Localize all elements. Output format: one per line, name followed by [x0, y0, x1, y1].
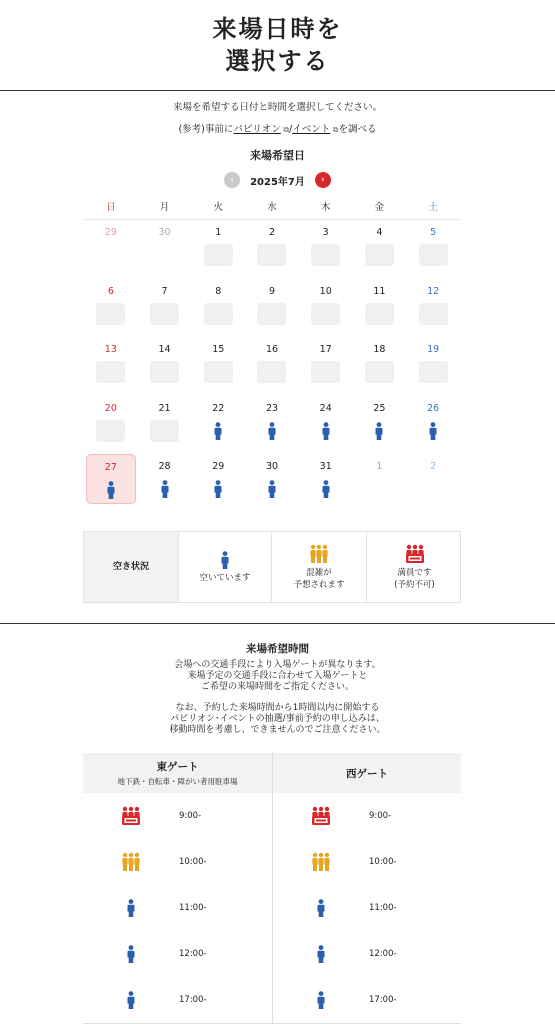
- east-gate-header: [83, 753, 272, 793]
- time-label: 11:00-: [369, 903, 397, 913]
- west-gate-slots: [272, 793, 461, 1023]
- weekday-tue: 火: [213, 202, 224, 213]
- calendar-day: [138, 337, 192, 396]
- time-section-title: 来場希望時間: [246, 643, 309, 655]
- day-number: 21: [158, 402, 171, 414]
- person-available-icon: [221, 551, 229, 569]
- calendar-day[interactable]: [406, 396, 460, 455]
- day-number: 31: [319, 461, 332, 472]
- person-available-icon: [83, 991, 179, 1009]
- legend-crowded-label: 混雑が 予想されます: [293, 567, 345, 590]
- legend-available: [178, 532, 271, 602]
- calendar-day: [138, 279, 192, 338]
- time-label: 9:00-: [179, 811, 202, 821]
- west-gate-name: 西ゲート: [346, 767, 388, 780]
- unavailable-slot: [311, 303, 340, 325]
- person-available-icon: [375, 422, 383, 440]
- date-section-label: 来場希望日: [250, 149, 305, 162]
- person-available-icon: [429, 422, 437, 440]
- person-available-icon: [322, 422, 330, 440]
- full-crowd-icon: [273, 806, 369, 826]
- calendar-day: [299, 337, 353, 396]
- day-number: 1: [376, 461, 383, 472]
- time-slot-east[interactable]: [83, 931, 272, 977]
- chevron-left-icon: ‹: [230, 175, 234, 185]
- calendar-day: [84, 220, 138, 279]
- title-line-1: 来場日時を: [212, 15, 343, 43]
- full-crowd-icon: [405, 544, 425, 564]
- unavailable-slot: [419, 361, 448, 383]
- time-label: 12:00-: [179, 949, 207, 959]
- section-divider: [0, 623, 555, 624]
- calendar-weeks: [84, 220, 460, 513]
- time-slot-west[interactable]: [273, 839, 461, 885]
- calendar-day: [353, 454, 407, 513]
- time-label: 17:00-: [179, 995, 207, 1005]
- calendar-day[interactable]: [191, 454, 245, 513]
- calendar-day: [353, 220, 407, 279]
- calendar-day: [84, 337, 138, 396]
- day-number: 2: [268, 227, 276, 238]
- calendar-day: [353, 279, 407, 338]
- unavailable-slot: [365, 303, 394, 325]
- unavailable-slot: [257, 303, 286, 325]
- calendar-day[interactable]: [353, 396, 407, 455]
- day-number: 17: [319, 344, 332, 355]
- unavailable-slot: [150, 361, 179, 383]
- day-number: 23: [265, 402, 279, 414]
- title-line-2: 選択する: [225, 47, 330, 75]
- calendar-day: [406, 454, 460, 513]
- calendar-day: [84, 396, 138, 455]
- day-number: 30: [265, 461, 279, 472]
- calendar-day[interactable]: [138, 454, 192, 513]
- reference-line: [0, 119, 555, 141]
- day-number: 12: [427, 285, 440, 297]
- intro-text: [0, 97, 555, 141]
- reference-suffix: を調べる: [338, 124, 377, 135]
- reservation-note: なお、予約した来場時間から1時間以内に開始する パビリオン･イベントの抽選/事前予約の申し込みは、 移動時間を考慮し、できませんのでご注意ください。: [169, 703, 386, 735]
- calendar-day: [245, 279, 299, 338]
- legend-available-label: 空いています: [199, 572, 251, 583]
- calendar-day: [191, 220, 245, 279]
- weekday-header: [84, 198, 460, 220]
- calendar-day-selected[interactable]: [86, 454, 136, 504]
- calendar-day: [191, 337, 245, 396]
- day-number: 8: [215, 285, 222, 297]
- calendar-week: [84, 396, 460, 455]
- day-number: 27: [104, 462, 117, 473]
- person-available-icon: [273, 991, 369, 1009]
- calendar-day: [138, 220, 192, 279]
- calendar: [84, 198, 460, 513]
- person-available-icon: [273, 899, 369, 917]
- day-number: 13: [104, 344, 117, 355]
- unavailable-slot: [419, 303, 448, 325]
- day-number: 3: [322, 227, 329, 238]
- calendar-day: [245, 220, 299, 279]
- day-number: 19: [427, 344, 440, 355]
- unavailable-slot: [204, 361, 233, 383]
- month-label: 2025年7月: [250, 176, 305, 188]
- time-slot-west[interactable]: [273, 931, 461, 977]
- month-navigator: [0, 171, 555, 189]
- person-available-icon: [83, 945, 179, 963]
- east-gate-sub: 地下鉄・自転車・障がい者用駐車場: [117, 777, 238, 786]
- day-number: 29: [104, 227, 117, 238]
- weekday-mon: 月: [159, 202, 170, 213]
- page-title: [213, 13, 343, 77]
- day-number: 22: [212, 402, 225, 414]
- time-slot-west[interactable]: [273, 977, 461, 1023]
- east-gate-name: 東ゲート: [156, 761, 199, 773]
- unavailable-slot: [150, 420, 179, 442]
- time-slot-west: [273, 793, 461, 839]
- day-number: 18: [373, 344, 386, 355]
- calendar-day[interactable]: [245, 396, 299, 455]
- time-label: 11:00-: [179, 903, 207, 913]
- day-number: 25: [373, 402, 386, 414]
- person-available-icon: [214, 480, 222, 498]
- calendar-day: [406, 337, 460, 396]
- unavailable-slot: [311, 361, 340, 383]
- unavailable-slot: [257, 244, 286, 266]
- calendar-day: [245, 337, 299, 396]
- day-number: 11: [373, 285, 386, 297]
- calendar-day[interactable]: [299, 396, 353, 455]
- reference-separator: /: [289, 124, 293, 135]
- unavailable-slot: [150, 303, 179, 325]
- weekday-thu: 木: [320, 202, 331, 213]
- day-number: 20: [104, 402, 117, 414]
- unavailable-slot: [204, 303, 233, 325]
- day-number: 4: [376, 227, 383, 238]
- pavilion-link[interactable]: パビリオン: [233, 124, 281, 135]
- time-label: 10:00-: [179, 857, 207, 867]
- person-available-icon: [214, 422, 222, 440]
- time-slot-west[interactable]: [273, 885, 461, 931]
- prev-month-button[interactable]: [224, 172, 240, 188]
- person-available-icon: [83, 899, 179, 917]
- calendar-day: [84, 279, 138, 338]
- legend-full-label: 満員です (予約不可): [394, 567, 435, 590]
- calendar-week: [84, 337, 460, 396]
- crowd-icon: [83, 852, 179, 872]
- calendar-day: [406, 279, 460, 338]
- event-link[interactable]: イベント: [292, 124, 331, 135]
- day-number: 28: [158, 461, 171, 472]
- calendar-day: [353, 337, 407, 396]
- calendar-day[interactable]: [299, 454, 353, 513]
- day-number: 1: [215, 227, 222, 238]
- calendar-day[interactable]: [245, 454, 299, 513]
- reference-prefix: (参考)事前に: [178, 124, 234, 135]
- chevron-right-icon: ›: [321, 175, 325, 185]
- person-available-icon: [107, 481, 115, 499]
- unavailable-slot: [96, 361, 125, 383]
- external-link-icon: ⧉: [330, 125, 339, 134]
- unavailable-slot: [365, 244, 394, 266]
- calendar-week: [84, 454, 460, 513]
- day-number: 7: [161, 285, 168, 297]
- day-number: 2: [430, 461, 437, 472]
- weekday-fri: 金: [374, 202, 385, 213]
- unavailable-slot: [204, 244, 233, 266]
- time-label: 9:00-: [369, 811, 392, 821]
- calendar-week: [84, 220, 460, 279]
- full-crowd-icon: [83, 806, 179, 826]
- legend-crowded: [271, 532, 366, 602]
- calendar-day: [191, 279, 245, 338]
- weekday-sun: 日: [106, 202, 116, 213]
- day-number: 9: [268, 285, 276, 297]
- person-available-icon: [322, 480, 330, 498]
- calendar-day: [299, 220, 353, 279]
- unavailable-slot: [365, 361, 394, 383]
- person-available-icon: [161, 480, 169, 498]
- day-number: 26: [427, 402, 440, 414]
- time-slot-east: [83, 793, 272, 839]
- page-header: [0, 0, 555, 91]
- person-available-icon: [268, 480, 276, 498]
- day-number: 15: [212, 344, 225, 355]
- weekday-sat: 土: [428, 202, 438, 213]
- availability-legend: [83, 531, 461, 603]
- person-available-icon: [268, 422, 276, 440]
- day-number: 6: [107, 285, 114, 297]
- calendar-day[interactable]: [191, 396, 245, 455]
- day-number: 14: [158, 344, 171, 355]
- calendar-day: [406, 220, 460, 279]
- west-gate-header: [272, 753, 461, 793]
- person-available-icon: [273, 945, 369, 963]
- time-section-notes: [0, 660, 555, 736]
- time-label: 10:00-: [369, 857, 397, 867]
- intro-line: 来場を希望する日付と時間を選択してください。: [172, 102, 382, 113]
- day-number: 5: [430, 227, 437, 238]
- unavailable-slot: [257, 361, 286, 383]
- time-label: 12:00-: [369, 949, 397, 959]
- calendar-day: [299, 279, 353, 338]
- legend-full: [366, 532, 462, 602]
- external-link-icon: ⧉: [280, 125, 290, 134]
- day-number: 10: [319, 285, 332, 297]
- gate-time-table: [83, 753, 461, 1024]
- next-month-button[interactable]: [315, 172, 331, 188]
- day-number: 16: [265, 344, 279, 355]
- day-number: 24: [319, 402, 332, 414]
- gate-note: 会場への交通手段により入場ゲートが異なります。 来場予定の交通手段に合わせて入場ゲートと ご希望の来場時間をご指定ください。: [174, 660, 381, 692]
- east-gate-slots: [83, 793, 272, 1023]
- unavailable-slot: [96, 420, 125, 442]
- unavailable-slot: [311, 244, 340, 266]
- day-number: 30: [158, 227, 171, 238]
- weekday-wed: 水: [267, 202, 277, 213]
- crowd-icon: [309, 544, 329, 564]
- time-slot-east[interactable]: [83, 977, 272, 1023]
- time-slot-east[interactable]: [83, 839, 272, 885]
- gate-header: [83, 753, 461, 793]
- time-slot-grid: [83, 793, 461, 1023]
- unavailable-slot: [96, 303, 125, 325]
- unavailable-slot: [419, 244, 448, 266]
- time-slot-east[interactable]: [83, 885, 272, 931]
- crowd-icon: [273, 852, 369, 872]
- time-label: 17:00-: [369, 995, 397, 1005]
- day-number: 29: [212, 461, 225, 472]
- legend-title: 空き状況: [84, 532, 178, 602]
- calendar-day: [138, 396, 192, 455]
- calendar-week: [84, 279, 460, 338]
